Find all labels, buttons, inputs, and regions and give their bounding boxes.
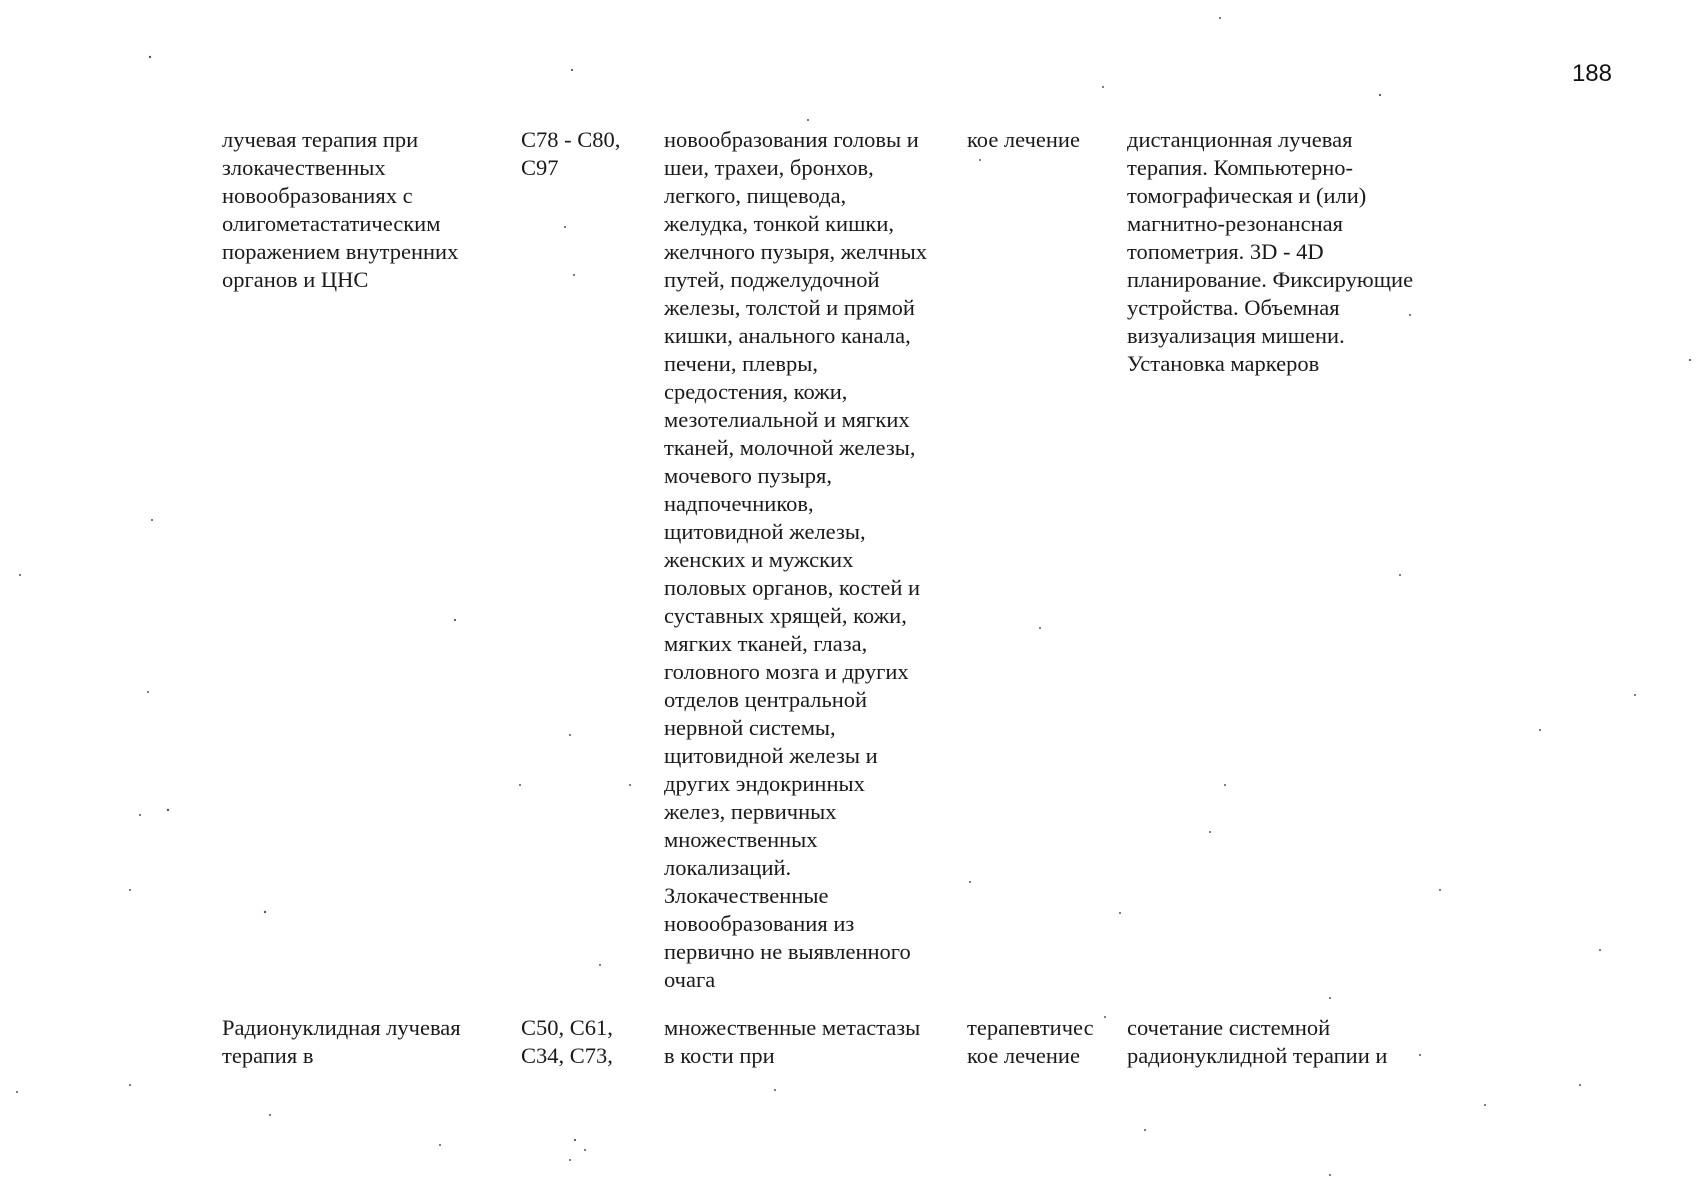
page-number: 188 <box>1571 60 1612 87</box>
cell-treatment-method: сочетание системной радионуклидной терапии и <box>1127 1015 1388 1068</box>
cell-method-name: лучевая терапия при злокачественных новообразованиях с олигометастатическим поражением внутренних органов и ЦНС <box>222 127 459 292</box>
cell-method-name: Радионуклидная лучевая терапия в <box>222 1015 461 1068</box>
cell-indication: новообразования головы и шеи, трахеи, бронхов, легкого, пищевода, желудка, тонкой кишки, желчного пузыря, желчных путей, поджелудочной железы, толстой и прямой кишки, анального канала, печени, плевры, средостения, кожи, мезотелиальной и мягких тканей, молочной железы, мочевого пузыря, надпочечников, щитовидной железы, женских и мужских половых органов, костей и суставных хрящей, кожи, мягких тканей, глаза, головного мозга и других отделов центральной нервной системы, щитовидной железы и других эндокринных желез, первичных множественных локализаций. Злокачественные новообразования из первично не выявленного очага <box>664 127 927 992</box>
cell-treatment-type: терапевтичес кое лечение <box>967 1015 1094 1068</box>
cell-treatment-method: дистанционная лучевая терапия. Компьютерно- томографическая и (или) магнитно-резонансная топометрия. 3D - 4D планирование. Фиксирующие устройства. Объемная визуализация мишени. Установка маркеров <box>1127 127 1414 376</box>
cell-indication: множественные метастазы в кости при <box>664 1015 921 1068</box>
cell-icd-codes: C78 - C80, C97 <box>521 127 621 180</box>
cell-treatment-type: кое лечение <box>967 127 1080 152</box>
cell-icd-codes: C50, C61, C34, C73, <box>521 1015 613 1068</box>
